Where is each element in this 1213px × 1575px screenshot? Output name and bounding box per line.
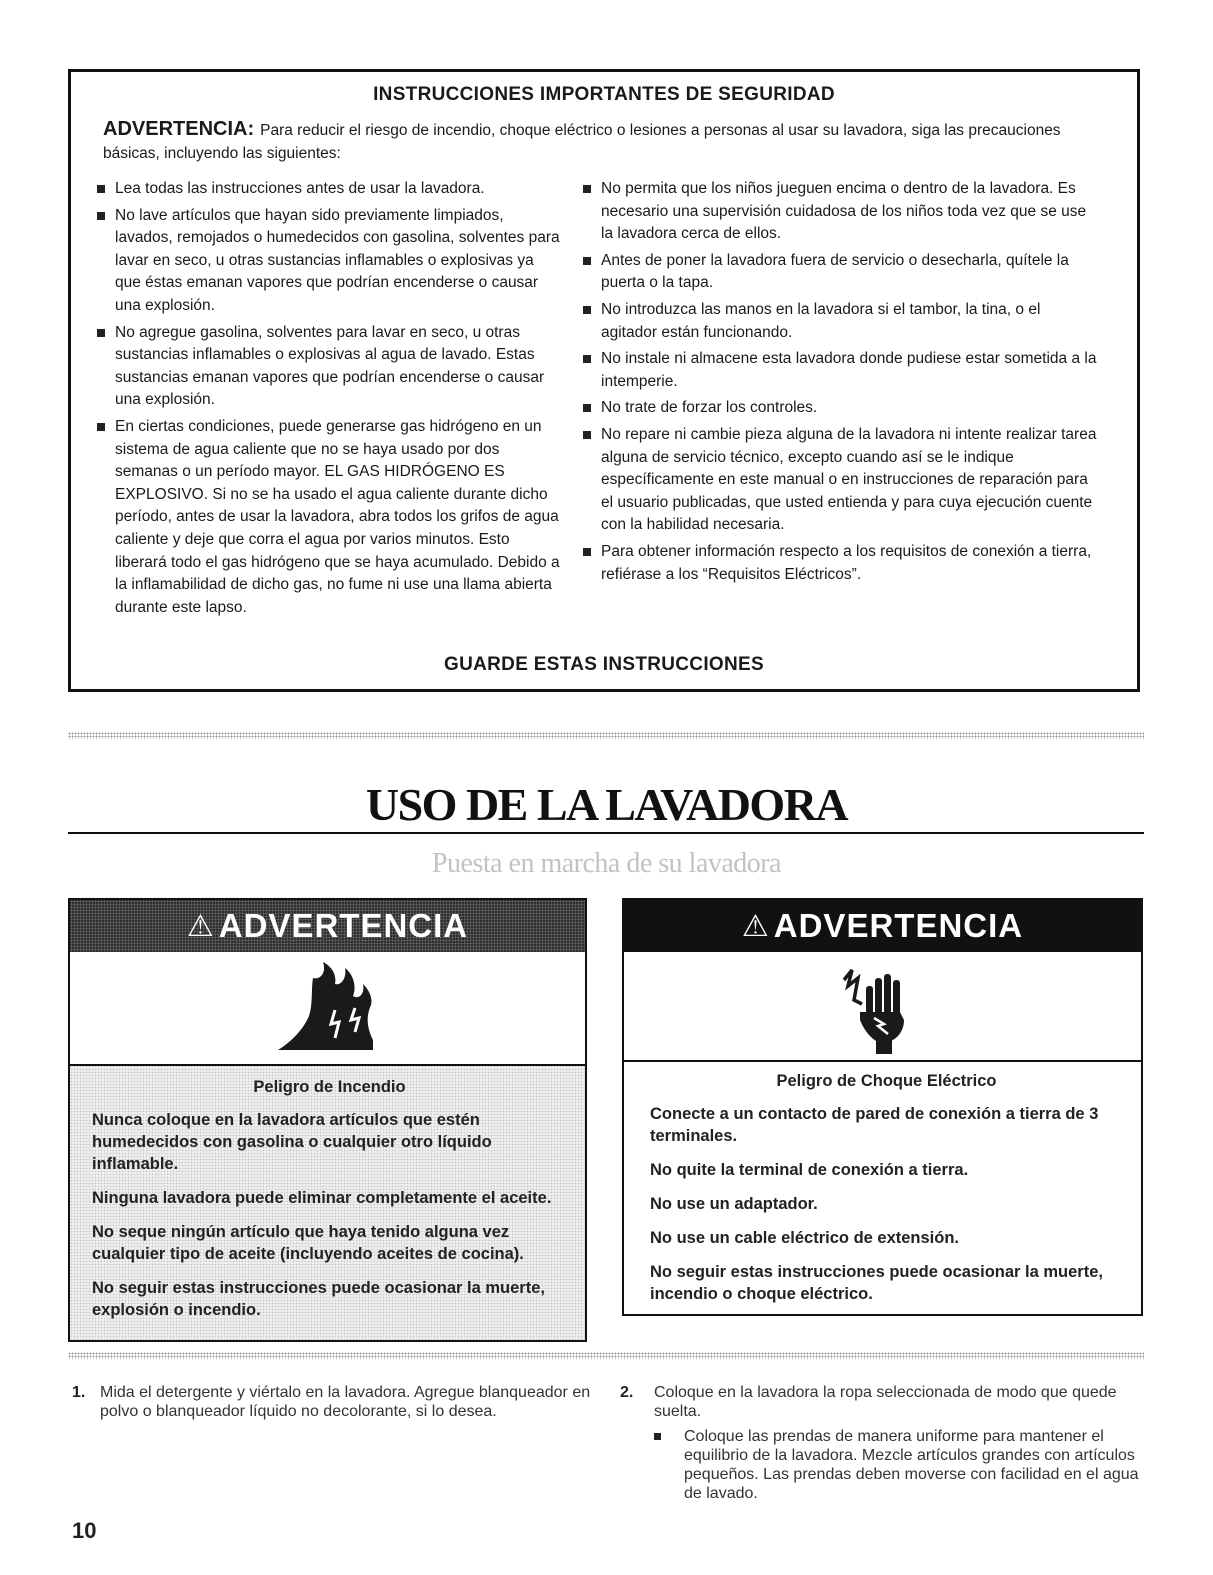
safety-intro-text: Para reducir el riesgo de incendio, choque eléctrico o lesiones a personas al usar su lavadora, siga las precauciones básicas, incluyendo las siguientes: — [103, 122, 1061, 162]
hazard-name: Peligro de Incendio — [253, 1078, 406, 1096]
list-item: Para obtener información respecto a los requisitos de conexión a tierra, refiérase a los “Requisitos Eléctricos”. — [579, 541, 1099, 586]
warning-header: ⚠ ADVERTENCIA — [70, 900, 585, 952]
warning-keyword: ADVERTENCIA: — [103, 118, 255, 140]
step-number: 1. — [72, 1384, 86, 1401]
list-item: No instale ni almacene esta lavadora donde pudiese estar sometida a la intemperie. — [579, 348, 1099, 393]
warning-line: No seque ningún artículo que haya tenido alguna vez cualquier tipo de aceite (incluyendo aceites de cocina). — [92, 1223, 524, 1263]
list-item: En ciertas condiciones, puede generarse gas hidrógeno en un sistema de agua caliente que no se haya usado por dos semanas o un período mayor. EL GAS HIDRÓGENO ES EXPLOSIVO. Si no se ha usado el agua caliente durante dicho período, antes de usar la lavadora, abra todos los grifos de agua caliente y deje que corra el agua por varios minutos. Esto liberará todo el gas hidrógeno que se haya acumulado. Debido a la inflamabilidad de dicho gas, no fume ni use una llama abierta durante este lapso. — [93, 416, 563, 619]
step-1 — [72, 1383, 592, 1421]
warning-header: ⚠ ADVERTENCIA — [624, 900, 1141, 952]
bullet-icon — [583, 306, 591, 314]
list-item: No trate de forzar los controles. — [579, 397, 1099, 420]
shock-warning-body — [650, 1072, 1123, 1317]
warning-triangle-icon: ⚠ — [741, 909, 770, 943]
warning-triangle-icon: ⚠ — [186, 909, 215, 943]
safety-title: INSTRUCCIONES IMPORTANTES DE SEGURIDAD — [373, 84, 835, 105]
step-text: Coloque en la lavadora la ropa seleccionada de modo que quede suelta. — [654, 1384, 1117, 1420]
bullet-icon — [97, 185, 105, 193]
list-item: No repare ni cambie pieza alguna de la lavadora ni intente realizar tarea alguna de servicio técnico, excepto cuando así se le indique específicamente en este manual o en instrucciones de reparación para el usuario publicadas, que usted entienda y para cuya ejecución cuente con la habilidad necesaria. — [579, 424, 1099, 537]
safety-instructions-box — [68, 69, 1140, 692]
safety-list-right — [579, 178, 1099, 590]
bullet-icon — [583, 185, 591, 193]
halftone-divider — [68, 732, 1144, 739]
page-number: 10 — [72, 1518, 97, 1543]
bullet-icon — [654, 1433, 661, 1440]
shock-warning-panel — [622, 898, 1143, 1316]
fire-warning-body — [92, 1078, 567, 1333]
pictogram-area — [70, 952, 585, 1066]
warning-line: No use un adaptador. — [650, 1195, 818, 1213]
bullet-icon — [583, 404, 591, 412]
warning-line: No use un cable eléctrico de extensión. — [650, 1229, 960, 1247]
list-item: No permita que los niños jueguen encima o dentro de la lavadora. Es necesario una supervisión cuidadosa de los niños toda vez que se use la lavadora cerca de ellos. — [579, 178, 1099, 246]
bullet-icon — [97, 212, 105, 220]
halftone-divider — [68, 1352, 1144, 1359]
step-subitem: Coloque las prendas de manera uniforme para mantener el equilibrio de la lavadora. Mezcle artículos grandes con artículos pequeños. Las prendas deben moverse con facilidad en el agua de lavado. — [684, 1427, 1145, 1503]
section-title: USO DE LA LAVADORA — [365, 779, 848, 830]
fire-hazard-icon — [273, 960, 383, 1056]
list-item: Antes de poner la lavadora fuera de servicio o desecharla, quítele la puerta o la tapa. — [579, 250, 1099, 295]
step-2 — [620, 1383, 1145, 1503]
electric-shock-icon — [838, 960, 928, 1056]
warning-line: Ninguna lavadora puede eliminar completamente el aceite. — [92, 1189, 552, 1207]
step-text: Mida el detergente y viértalo en la lavadora. Agregue blanqueador en polvo o blanqueador líquido no decolorante, si lo desea. — [100, 1384, 591, 1420]
bullet-icon — [583, 257, 591, 265]
warning-line: No quite la terminal de conexión a tierra. — [650, 1161, 969, 1179]
fire-warning-panel — [68, 898, 587, 1342]
bullet-icon — [97, 329, 105, 337]
safety-list-left — [93, 178, 563, 623]
safety-intro — [103, 118, 1097, 165]
pictogram-area — [624, 952, 1141, 1062]
warning-line: Conecte a un contacto de pared de conexión a tierra de 3 terminales. — [650, 1105, 1099, 1145]
section-rule — [68, 832, 1144, 834]
warning-line: Nunca coloque en la lavadora artículos que estén humedecidos con gasolina o cualquier otro líquido inflamable. — [92, 1111, 492, 1173]
bullet-icon — [583, 548, 591, 556]
bullet-icon — [97, 423, 105, 431]
warning-line: No seguir estas instrucciones puede ocasionar la muerte, incendio o choque eléctrico. — [650, 1263, 1103, 1303]
list-item: No lave artículos que hayan sido previamente limpiados, lavados, remojados o humedecidos con gasolina, solventes para lavar en seco, u otras sustancias inflamables o explosivas ya que éstas emanan vapores que podrían encenderse o causar una explosión. — [93, 205, 563, 318]
section-subtitle: Puesta en marcha de su lavadora — [431, 848, 782, 879]
bullet-icon — [583, 355, 591, 363]
list-item: No introduzca las manos en la lavadora si el tambor, la tina, o el agitador están funcionando. — [579, 299, 1099, 344]
list-item: Lea todas las instrucciones antes de usar la lavadora. — [93, 178, 563, 201]
bullet-icon — [583, 431, 591, 439]
safety-footer: GUARDE ESTAS INSTRUCCIONES — [444, 654, 764, 675]
hazard-name: Peligro de Choque Eléctrico — [776, 1072, 997, 1090]
list-item: No agregue gasolina, solventes para lavar en seco, u otras sustancias inflamables o explosivas al agua de lavado. Estas sustancias emanan vapores que podrían encenderse o causar una explosión. — [93, 322, 563, 412]
warning-line: No seguir estas instrucciones puede ocasionar la muerte, explosión o incendio. — [92, 1279, 545, 1319]
step-number: 2. — [620, 1384, 634, 1401]
